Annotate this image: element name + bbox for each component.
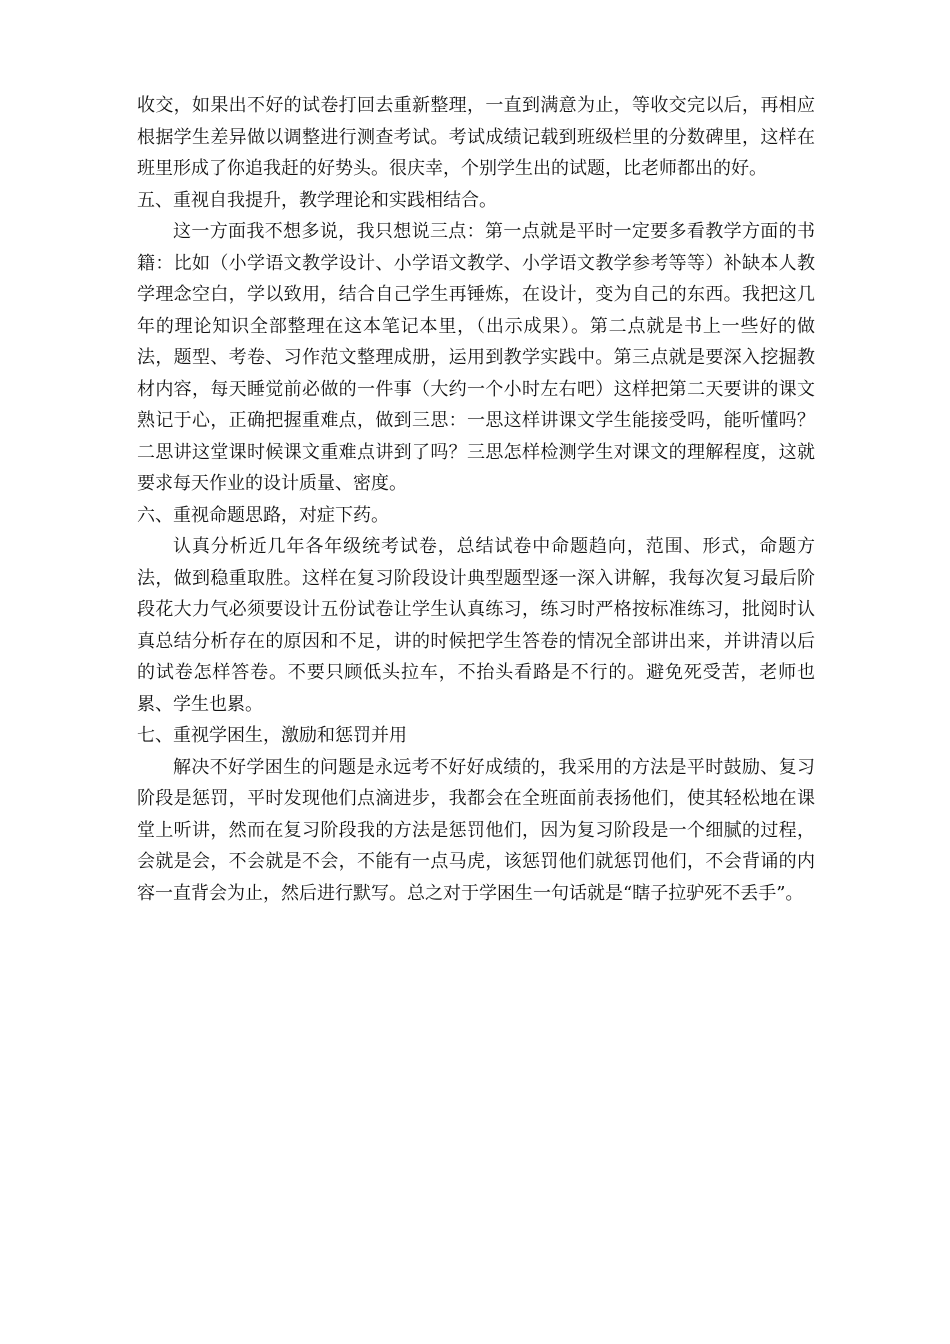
section-heading-six: 六、重视命题思路，对症下药。 <box>137 504 389 526</box>
paragraph-exam-analysis: 认真分析近几年各年级统考试卷，总结试卷中命题趋向，范围、形式，命题方法，做到稳重取胜。这样在复习阶段设计典型题型逐一深入讲解，我每次复习最后阶段花大力气必须要设计五份试卷让学生认真练习，练习时严格按标准练习，批阅时认真总结分析存在的原因和不足，讲的时候把学生答卷的情况全部讲出来，并讲清以后的试卷怎样答卷。不要只顾低头拉车，不抬头看路是不行的。避免死受苦，老师也累、学生也累。 <box>137 536 815 715</box>
document-page <box>137 90 815 909</box>
paragraph-self-improvement: 这一方面我不想多说，我只想说三点：第一点就是平时一定要多看教学方面的书籍：比如（小学语文教学设计、小学语文教学、小学语文教学参考等等）补缺本人教学理念空白，学以致用，结合自己学生再锤炼，在设计，变为自己的东西。我把这几年的理论知识全部整理在这本笔记本里，（出示成果）。第二点就是书上一些好的做法，题型、考卷、习作范文整理成册，运用到教学实践中。第三点就是要深入挖掘教材内容，每天睡觉前必做的一件事（大约一个小时左右吧）这样把第二天要讲的课文熟记于心，正确把握重难点，做到三思：一思这样讲课文学生能接受吗，能听懂吗？二思讲这堂课时候课文重难点讲到了吗？三思怎样检测学生对课文的理解程度，这就要求每天作业的设计质量、密度。 <box>137 221 815 494</box>
paragraph-struggling-students: 解决不好学困生的问题是永远考不好好成绩的，我采用的方法是平时鼓励、复习阶段是惩罚，平时发现他们点滴进步，我都会在全班面前表扬他们，使其轻松地在课堂上听讲，然而在复习阶段我的方法是惩罚他们，因为复习阶段是一个细腻的过程，会就是会，不会就是不会，不能有一点马虎，该惩罚他们就惩罚他们，不会背诵的内容一直背会为止，然后进行默写。总之对于学困生一句话就是“瞎子拉驴死不丢手”。 <box>137 756 815 904</box>
section-heading-seven: 七、重视学困生，激励和惩罚并用 <box>137 725 407 746</box>
section-heading-five: 五、重视自我提升，教学理论和实践相结合。 <box>137 189 497 211</box>
paragraph-continuation: 收交，如果出不好的试卷打回去重新整理，一直到满意为止，等收交完以后，再相应根据学生差异做以调整进行测查考试。考试成绩记载到班级栏里的分数碑里，这样在班里形成了你追我赶的好势头。很庆幸，个别学生出的试题，比老师都出的好。 <box>137 95 815 179</box>
